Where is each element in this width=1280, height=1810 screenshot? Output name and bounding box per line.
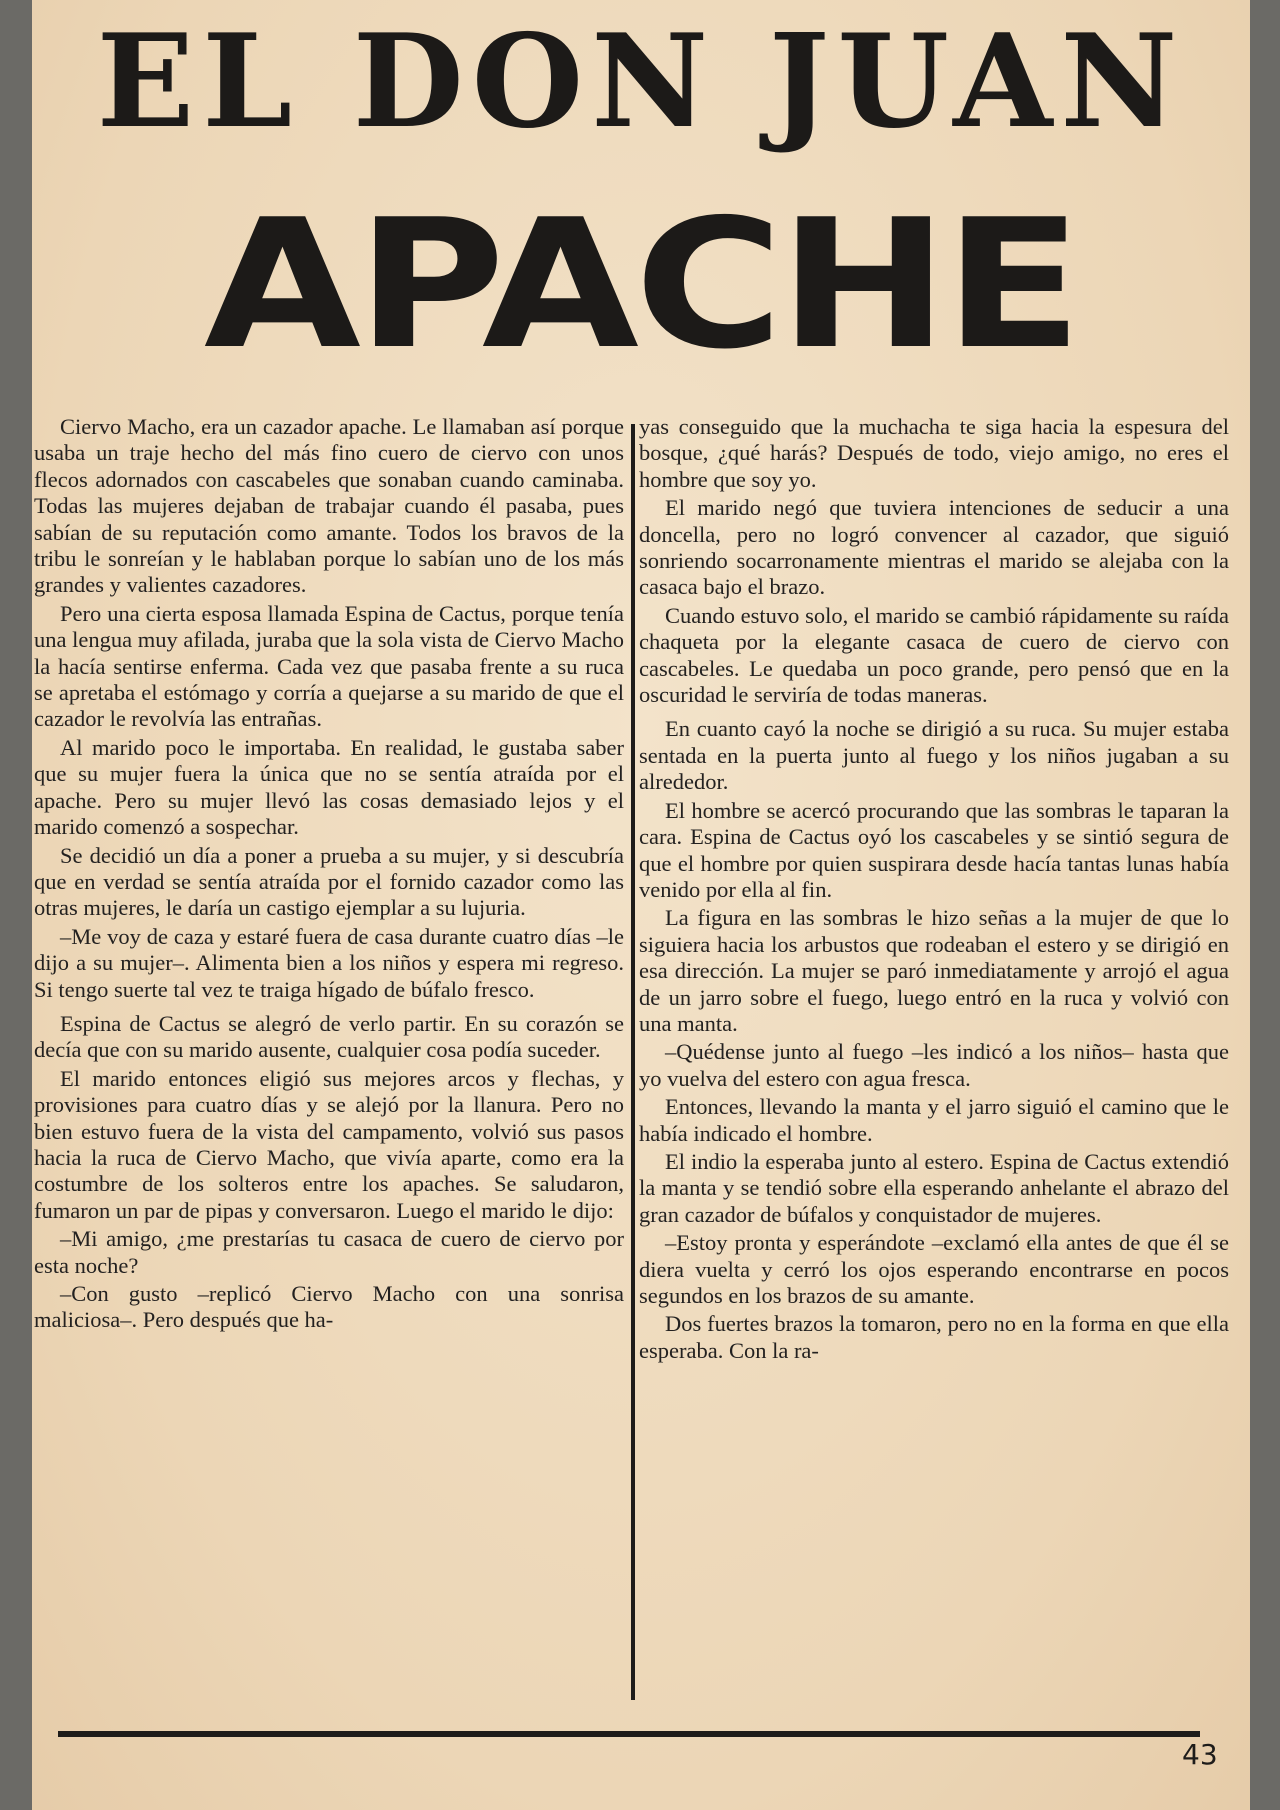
paragraph: –Me voy de caza y estaré fuera de casa durante cuatro días –le dijo a su mujer–. Alimenta bien a los niños y espera mi regreso. Si tengo suerte tal vez te traiga hígado de búfalo fresco. (34, 923, 624, 1002)
paragraph: El marido negó que tuviera intenciones de seducir a una doncella, pero no logró convencer al cazador, que siguió sonriendo socarronamente mientras el marido se alejaba con la casaca bajo el brazo. (639, 495, 1229, 600)
paragraph: El hombre se acercó procurando que las sombras le taparan la cara. Espina de Cactus oyó los cascabeles y se sintió segura de que el hombre por quien suspirara desde hacía tantas lunas había venido por ella al fin. (639, 797, 1229, 902)
paragraph: Espina de Cactus se alegró de verlo partir. En su corazón se decía que con su marido ausente, cualquier cosa podía suceder. (34, 1010, 624, 1063)
paragraph: La figura en las sombras le hizo señas a la mujer de que lo siguiera hacia los arbustos que rodeaban el estero y se dirigió en esa dirección. La mujer se paró inmediatamente y arrojó el agua de un jarro sobre el fuego, luego entró en la ruca y volvió con una manta. (639, 905, 1229, 1036)
paragraph: Al marido poco le importaba. En realidad, le gustaba saber que su mujer fuera la única que no se sentía atraída por el apache. Pero su mujer llevó las cosas demasiado lejos y el marido comenzó a sospechar. (34, 734, 624, 840)
left-column (34, 414, 624, 1336)
paragraph: –Con gusto –replicó Ciervo Macho con una sonrisa maliciosa–. Pero después que ha- (34, 1281, 624, 1333)
title-el-don-juan: EL DON JUAN (96, 7, 1186, 157)
paragraph: Entonces, llevando la manta y el jarro siguió el camino que le había indicado el hombre. (639, 1094, 1229, 1146)
article-body (32, 414, 1250, 1704)
paragraph: El marido entonces eligió sus mejores arcos y flechas, y provisiones para cuatro días y se alejó por la llanura. Pero no bien estuvo fuera de la vista del campamento, volvió sus pasos hacia la ruca de Ciervo Macho, que vivía aparte, como era la costumbre de los solteros entre los apaches. Se saludaron, fumaron un par de pipas y conversaron. Luego el marido le dijo: (34, 1065, 624, 1223)
title-apache: APACHE (203, 181, 1079, 388)
paragraph: Dos fuertes brazos la tomaron, pero no en la forma en que ella esperaba. Con la ra- (639, 1311, 1229, 1363)
magazine-page (32, 0, 1250, 1810)
paragraph: Pero una cierta esposa llamada Espina de Cactus, porque tenía una lengua muy afilada, juraba que la sola vista de Ciervo Macho la hacía sentirse enferma. Cada vez que pasaba frente a su ruca se apretaba el estómago y corría a quejarse a su marido de que el cazador le revolvía las entrañas. (34, 600, 624, 732)
right-column (639, 414, 1229, 1366)
paragraph: –Mi amigo, ¿me prestarías tu casaca de cuero de ciervo por esta noche? (34, 1226, 624, 1278)
paragraph: El indio la esperaba junto al estero. Espina de Cactus extendió la manta y se tendió sobre ella esperando anhelante el abrazo del gran cazador de búfalos y conquistador de mujeres. (639, 1148, 1229, 1227)
page-number: 43 (1182, 1738, 1218, 1771)
paragraph: yas conseguido que la muchacha te siga hacia la espesura del bosque, ¿qué harás? Después de todo, viejo amigo, no eres el hombre que soy yo. (639, 414, 1229, 492)
paragraph: Se decidió un día a poner a prueba a su mujer, y si descubría que en verdad se sentía atraída por el fornido cazador como las otras mujeres, le daría un castigo ejemplar a su lujuria. (34, 842, 624, 921)
paragraph: –Estoy pronta y esperándote –exclamó ella antes de que él se diera vuelta y cerró los ojos esperando encontrarse en pocos segundos en los brazos de su amante. (639, 1230, 1229, 1308)
paragraph: Ciervo Macho, era un cazador apache. Le llamaban así porque usaba un traje hecho del más fino cuero de ciervo con unos flecos adornados con cascabeles que sonaban cuando caminaba. Todas las mujeres dejaban de trabajar cuando él pasaba, pues sabían de su reputación como amante. Todos los bravos de la tribu le sonreían y le hablaban porque lo sabían uno de los más grandes y valientes cazadores. (34, 414, 624, 598)
bottom-rule (58, 1731, 1200, 1737)
column-divider (631, 424, 635, 1700)
paragraph: Cuando estuvo solo, el marido se cambió rápidamente su raída chaqueta por la elegante casaca de cuero de ciervo con cascabeles. Le quedaba un poco grande, pero pensó que en la oscuridad le serviría de todas maneras. (639, 602, 1229, 708)
paragraph: En cuanto cayó la noche se dirigió a su ruca. Su mujer estaba sentada en la puerta junto al fuego y los niños jugaban a su alrededor. (639, 716, 1229, 795)
paragraph: –Quédense junto al fuego –les indicó a los niños– hasta que yo vuelva del estero con agua fresca. (639, 1039, 1229, 1091)
